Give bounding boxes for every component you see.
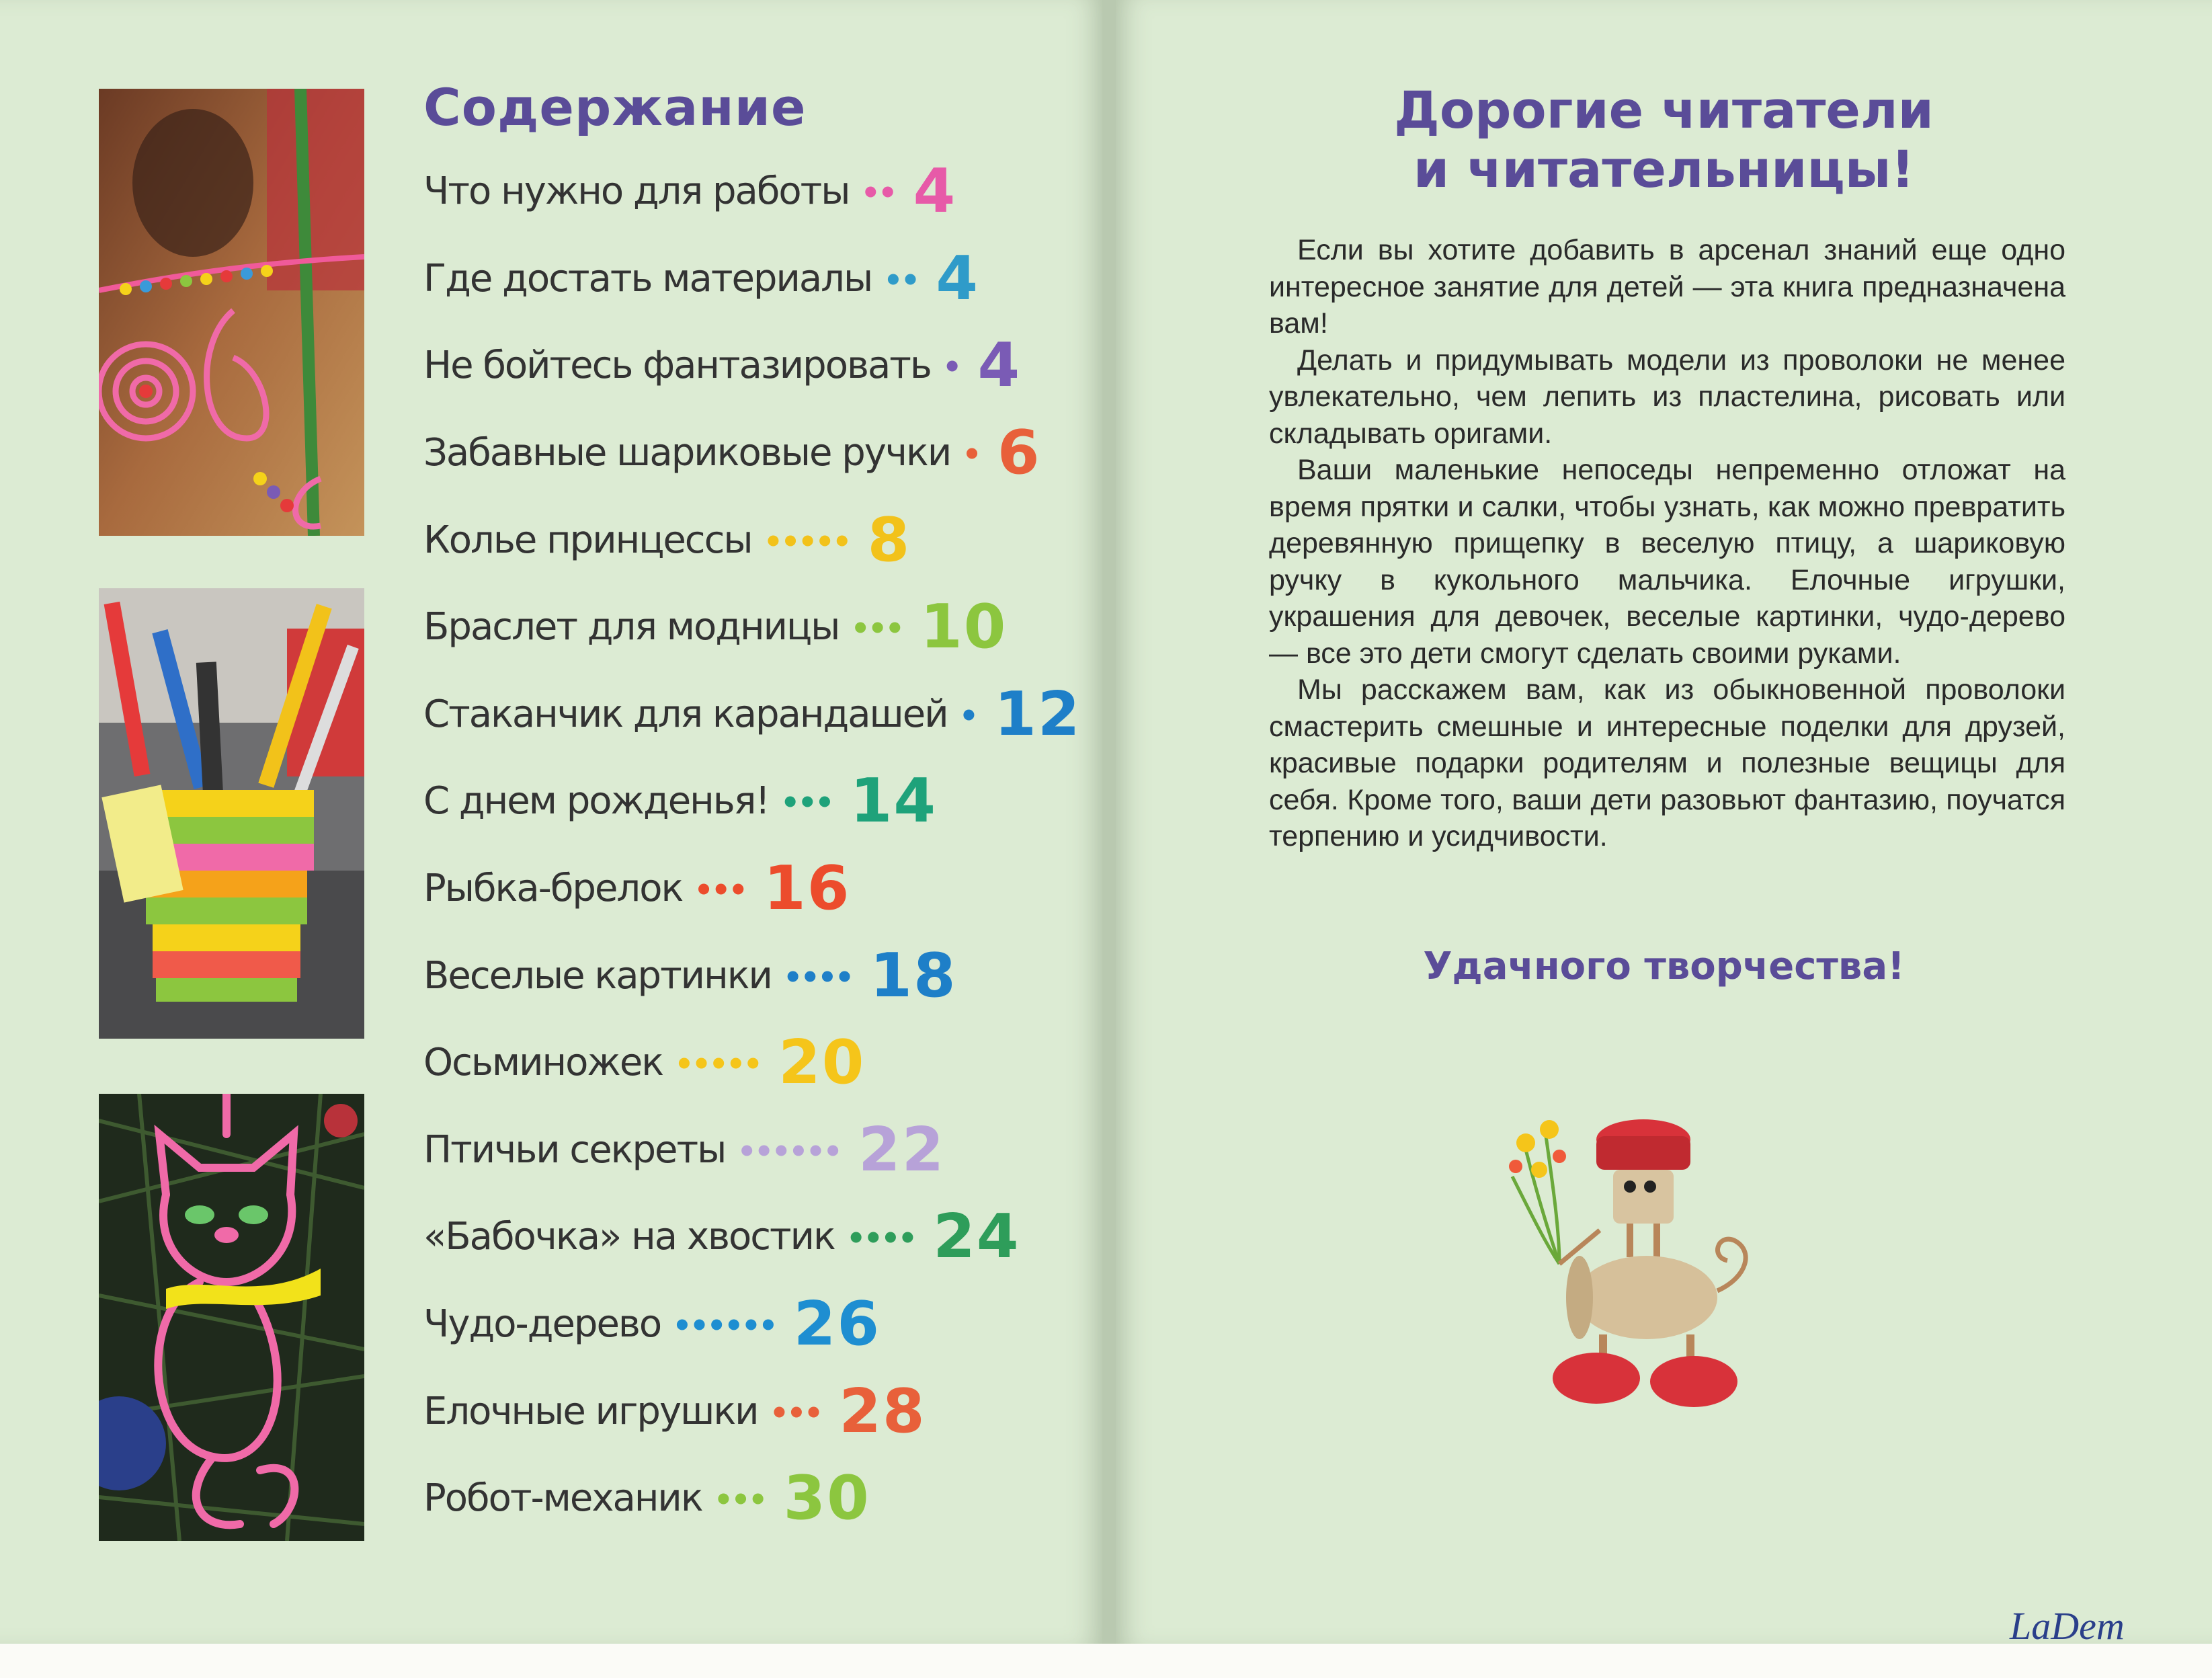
toc-entry-page-number: 4 [913,156,957,227]
signature: LaDem [2010,1604,2125,1648]
toc-entry-page-number: 20 [778,1027,866,1098]
toc-entry-dots: ••• [854,606,906,649]
toc-entry [423,1281,1069,1368]
toc-entry-page-number: 28 [839,1375,926,1447]
toc-entry [423,322,1069,409]
toc-entry-dots: • [945,344,963,387]
welcome-title-line1: Дорогие читатели [1394,80,1934,140]
toc-entry [423,235,1069,323]
toc-entry [423,758,1069,845]
intro-paragraph: Мы расскажем вам, как из обыкновенной проволоки смастерить смешные и интересные поделки для друзей, красивые подарки родителям и полезные вещицы для себя. Кроме того, ваши дети разовьют фантазию, поучатся терпению и усидчивости. [1269,674,2065,852]
toc-list [423,148,1081,1542]
toc-entry-label: Веселые картинки [423,953,772,998]
intro-paragraph: Если вы хотите добавить в арсенал знаний еще одно интересное занятие для детей — эта книга предназначена вам! [1269,234,2065,339]
toc-entry-page-number: 10 [920,592,1008,663]
toc-entry-label: Стаканчик для карандашей [423,692,948,736]
toc-entry-label: Робот-механик [423,1476,702,1521]
toc-entry-page-number: 16 [764,853,851,924]
toc-entry [423,1107,1069,1194]
toc-entry-label: Не бойтесь фантазировать [423,344,931,388]
pencil-cup-photo [99,588,364,1039]
toc-entry-label: Птичьи секреты [423,1127,726,1172]
toc-entry [423,1019,1069,1107]
toc-entry-dots: • [965,432,983,475]
toc-entry-dots: ••••• [766,518,853,561]
intro-paragraph: Делать и придумывать модели из проволоки не менее увлекательно, чем лепить из пластелина, рисовать или складывать оригами. [1269,344,2065,450]
toc-entry [423,409,1069,497]
toc-entry-page-number: 8 [867,504,911,575]
toc-entry-page-number: 14 [850,766,937,837]
toc-entry-label: Чудо-дерево [423,1302,661,1347]
toc-entry [423,148,1069,235]
book-gutter [1102,0,1116,1644]
toc-entry-label: С днем рожденья! [423,779,769,824]
toc-entry-dots: ••• [716,1477,769,1520]
intro-text [1269,232,2065,855]
cat-ornament-photo [99,1094,364,1541]
necklace-photo [99,89,364,536]
toc-entry-dots: •••• [786,954,856,997]
toc-entry-dots: ••••• [678,1041,764,1084]
toc-entry-page-number: 24 [933,1201,1020,1273]
toc-entry-dots: ••• [783,780,835,823]
toc-entry-label: Браслет для модницы [423,605,839,649]
toc-entry-page-number: 6 [997,417,1041,489]
toc-entry [423,584,1069,671]
toc-entry-dots: •••••• [675,1303,779,1346]
toc-entry [423,1367,1069,1455]
toc-entry-dots: •••• [849,1215,919,1258]
welcome-title [1116,81,2212,199]
toc-entry-page-number: 22 [858,1114,946,1185]
wish-text: Удачного творчества! [1423,945,1905,988]
toc-entry-label: Рыбка-брелок [423,867,683,911]
toc-entry-dots: •• [887,257,921,300]
toc-entry-label: Колье принцессы [423,518,752,562]
toc-entry-label: Осьминожек [423,1041,663,1085]
toc-entry-label: Елочные игрушки [423,1389,758,1433]
toc-entry-label: Где достать материалы [423,256,872,301]
toc-entry-dots: •• [864,170,899,213]
toc-entry-label: Что нужно для работы [423,169,850,214]
toc-entry [423,1193,1069,1281]
welcome-title-line2: и читательницы! [1413,139,1915,199]
toc-entry-page-number: 30 [783,1463,870,1534]
robot-illustration [1485,1096,1788,1419]
toc-entry-dots: •••••• [740,1128,844,1171]
toc-entry [423,932,1069,1019]
intro-paragraph: Ваши маленькие непоседы непременно отложат на время прятки и салки, чтобы узнать, как можно превратить деревянную прищепку в веселую птицу, а шариковую ручку в кукольного мальчика. Елочные игрушки, украшения для девочек, веселые картинки, чудо-дерево — все это дети смогут сделать своими руками. [1269,454,2065,670]
toc-entry-dots: • [962,692,980,735]
toc-entry-page-number: 26 [793,1289,881,1360]
toc-entry-label: «Бабочка» на хвостик [423,1215,835,1259]
toc-entry-page-number: 12 [994,678,1081,750]
toc-entry-page-number: 18 [870,940,957,1011]
toc-entry [423,1455,1069,1542]
toc-entry [423,845,1069,932]
toc-entry [423,496,1069,584]
toc-entry-dots: ••• [772,1390,825,1433]
toc-entry-dots: ••• [697,867,749,910]
toc-title: Содержание [423,77,807,137]
toc-entry-page-number: 4 [977,330,1022,401]
toc-entry-page-number: 4 [936,243,980,314]
toc-entry [423,671,1081,758]
toc-entry-label: Забавные шариковые ручки [423,431,951,475]
